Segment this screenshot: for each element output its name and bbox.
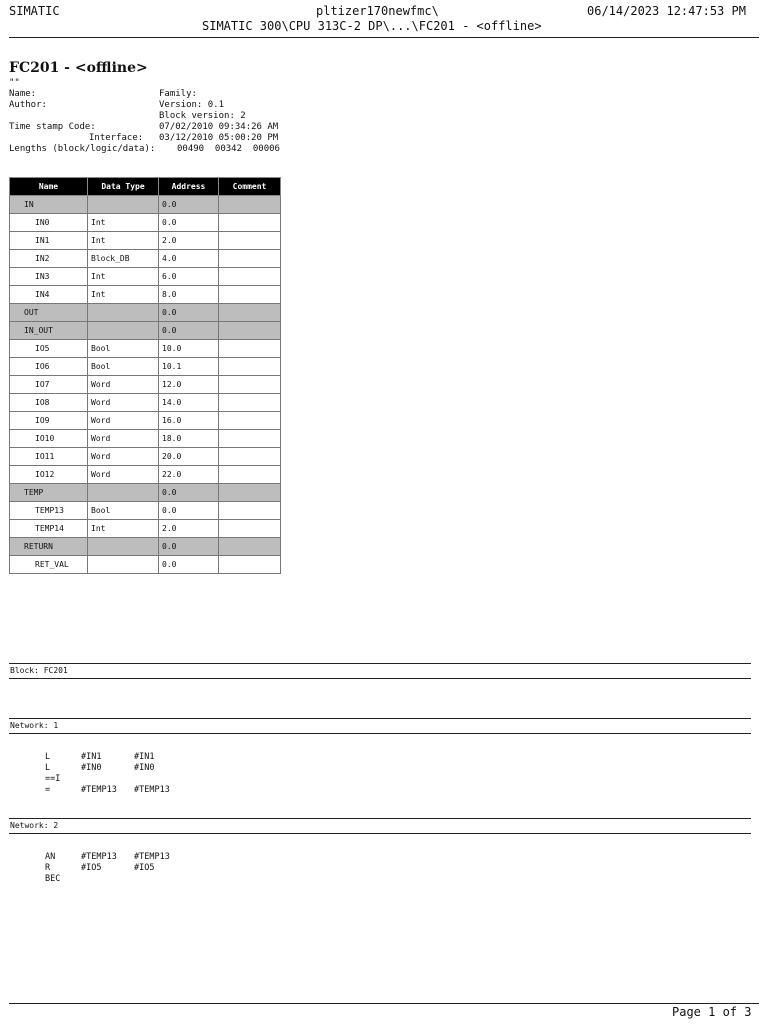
code-operand: #IO5: [81, 863, 102, 873]
cell-name: IO7: [10, 376, 88, 394]
network-2-label: Network: 2: [10, 821, 59, 830]
cell-comment: [219, 430, 281, 448]
cell-data-type: Bool: [88, 358, 159, 376]
header-app-name: SIMATIC: [9, 4, 60, 18]
code-instruction: =: [45, 785, 51, 795]
info-timestamp-code-value: 07/02/2010 09:34:26 AM: [159, 122, 279, 132]
col-header-name: Name: [10, 178, 88, 196]
cell-data-type: Word: [88, 430, 159, 448]
cell-comment: [219, 268, 281, 286]
table-row: [10, 358, 281, 376]
cell-address: 0.0: [159, 484, 219, 502]
cell-comment: [219, 556, 281, 574]
cell-comment: [219, 448, 281, 466]
cell-address: 12.0: [159, 376, 219, 394]
cell-name: IN: [10, 196, 88, 214]
cell-comment: [219, 412, 281, 430]
cell-data-type: Int: [88, 214, 159, 232]
cell-data-type: Word: [88, 376, 159, 394]
cell-comment: [219, 322, 281, 340]
table-row: [10, 268, 281, 286]
cell-name: OUT: [10, 304, 88, 322]
cell-address: 2.0: [159, 520, 219, 538]
cell-data-type: Word: [88, 394, 159, 412]
table-row: [10, 214, 281, 232]
cell-address: 4.0: [159, 250, 219, 268]
cell-name: IO9: [10, 412, 88, 430]
cell-address: 10.0: [159, 340, 219, 358]
cell-data-type: Int: [88, 268, 159, 286]
table-row: [10, 448, 281, 466]
table-row: [10, 286, 281, 304]
info-interface-value: 03/12/2010 05:00:20 PM: [159, 133, 279, 143]
table-row: [10, 322, 281, 340]
cell-name: IO5: [10, 340, 88, 358]
cell-data-type: [88, 556, 159, 574]
network-2-bar: [9, 818, 751, 834]
header-block-path: SIMATIC 300\CPU 313C-2 DP\...\FC201 - <offline>: [202, 19, 542, 33]
cell-address: 0.0: [159, 214, 219, 232]
cell-data-type: Bool: [88, 340, 159, 358]
cell-data-type: Word: [88, 448, 159, 466]
code-operand: #IN1: [81, 752, 102, 762]
cell-comment: [219, 250, 281, 268]
cell-address: 2.0: [159, 232, 219, 250]
cell-address: 0.0: [159, 322, 219, 340]
cell-name: IN4: [10, 286, 88, 304]
cell-data-type: [88, 484, 159, 502]
code-instruction: ==I: [45, 774, 61, 784]
info-name-label: Name:: [9, 89, 37, 99]
cell-name: IO11: [10, 448, 88, 466]
cell-address: 14.0: [159, 394, 219, 412]
cell-comment: [219, 484, 281, 502]
info-interface-label: Interface:: [89, 133, 144, 143]
network-1-label: Network: 1: [10, 721, 59, 730]
code-instruction: R: [45, 863, 51, 873]
cell-address: 10.1: [159, 358, 219, 376]
table-row: [10, 250, 281, 268]
block-bar-label: Block: FC201: [10, 666, 68, 675]
cell-comment: [219, 358, 281, 376]
cell-address: 8.0: [159, 286, 219, 304]
header-project-path: pltizer170newfmc\: [316, 4, 439, 18]
code-operand: #TEMP13: [134, 785, 170, 795]
cell-data-type: Block_DB: [88, 250, 159, 268]
col-header-address: Address: [159, 178, 219, 196]
cell-comment: [219, 196, 281, 214]
table-row: [10, 538, 281, 556]
table-row: [10, 304, 281, 322]
table-row: [10, 484, 281, 502]
cell-comment: [219, 214, 281, 232]
cell-comment: [219, 466, 281, 484]
code-operand: #TEMP13: [134, 852, 170, 862]
network-1-bar: [9, 718, 751, 734]
cell-comment: [219, 304, 281, 322]
info-timestamp-code-label: Time stamp Code:: [9, 122, 96, 132]
table-row: [10, 430, 281, 448]
footer-divider: [9, 1003, 759, 1004]
cell-name: IN1: [10, 232, 88, 250]
cell-address: 0.0: [159, 502, 219, 520]
table-row: [10, 520, 281, 538]
cell-data-type: [88, 538, 159, 556]
cell-data-type: Int: [88, 520, 159, 538]
info-quote: "": [9, 78, 20, 88]
cell-address: 0.0: [159, 538, 219, 556]
cell-name: IO12: [10, 466, 88, 484]
info-family-label: Family:: [159, 89, 197, 99]
code-operand: #IN1: [134, 752, 155, 762]
cell-name: IN0: [10, 214, 88, 232]
info-lengths-value: 00490 00342 00006: [177, 144, 280, 154]
cell-name: IO6: [10, 358, 88, 376]
cell-address: 0.0: [159, 304, 219, 322]
cell-name: TEMP13: [10, 502, 88, 520]
cell-address: 6.0: [159, 268, 219, 286]
col-header-comment: Comment: [219, 178, 281, 196]
cell-data-type: Int: [88, 232, 159, 250]
cell-address: 20.0: [159, 448, 219, 466]
code-instruction: BEC: [45, 874, 61, 884]
cell-name: IN2: [10, 250, 88, 268]
code-operand: #IN0: [81, 763, 102, 773]
cell-name: IO8: [10, 394, 88, 412]
table-row: [10, 502, 281, 520]
cell-comment: [219, 376, 281, 394]
block-bar: [9, 663, 751, 679]
cell-address: 16.0: [159, 412, 219, 430]
cell-name: IO10: [10, 430, 88, 448]
page-number: Page 1 of 3: [672, 1005, 752, 1019]
table-row: [10, 376, 281, 394]
cell-comment: [219, 538, 281, 556]
col-header-data-type: Data Type: [88, 178, 159, 196]
cell-name: TEMP14: [10, 520, 88, 538]
cell-data-type: [88, 304, 159, 322]
cell-comment: [219, 340, 281, 358]
info-lengths-label: Lengths (block/logic/data):: [9, 144, 156, 154]
cell-comment: [219, 520, 281, 538]
cell-name: RET_VAL: [10, 556, 88, 574]
cell-data-type: Int: [88, 286, 159, 304]
code-operand: #IO5: [134, 863, 155, 873]
table-body: [10, 196, 281, 574]
table-row: [10, 340, 281, 358]
table-row: [10, 232, 281, 250]
cell-comment: [219, 502, 281, 520]
cell-data-type: [88, 322, 159, 340]
header-divider: [9, 37, 759, 38]
declaration-table: [9, 177, 281, 574]
info-version: Version: 0.1: [159, 100, 225, 110]
cell-address: 18.0: [159, 430, 219, 448]
cell-comment: [219, 394, 281, 412]
table-header-row: [10, 178, 281, 196]
code-operand: #IN0: [134, 763, 155, 773]
table-row: [10, 394, 281, 412]
code-operand: #TEMP13: [81, 852, 117, 862]
cell-name: IN_OUT: [10, 322, 88, 340]
cell-name: IN3: [10, 268, 88, 286]
cell-address: 0.0: [159, 556, 219, 574]
info-author-label: Author:: [9, 100, 47, 110]
table-row: [10, 556, 281, 574]
cell-data-type: Word: [88, 412, 159, 430]
cell-data-type: [88, 196, 159, 214]
cell-address: 22.0: [159, 466, 219, 484]
table-row: [10, 196, 281, 214]
code-instruction: L: [45, 763, 51, 773]
cell-name: RETURN: [10, 538, 88, 556]
code-instruction: AN: [45, 852, 56, 862]
cell-comment: [219, 232, 281, 250]
cell-address: 0.0: [159, 196, 219, 214]
info-block-version: Block version: 2: [159, 111, 246, 121]
code-instruction: L: [45, 752, 51, 762]
cell-comment: [219, 286, 281, 304]
cell-data-type: Bool: [88, 502, 159, 520]
header-timestamp: 06/14/2023 12:47:53 PM: [587, 4, 746, 18]
table-row: [10, 466, 281, 484]
cell-name: TEMP: [10, 484, 88, 502]
code-operand: #TEMP13: [81, 785, 117, 795]
block-title: FC201 - <offline>: [9, 60, 148, 76]
cell-data-type: Word: [88, 466, 159, 484]
table-row: [10, 412, 281, 430]
